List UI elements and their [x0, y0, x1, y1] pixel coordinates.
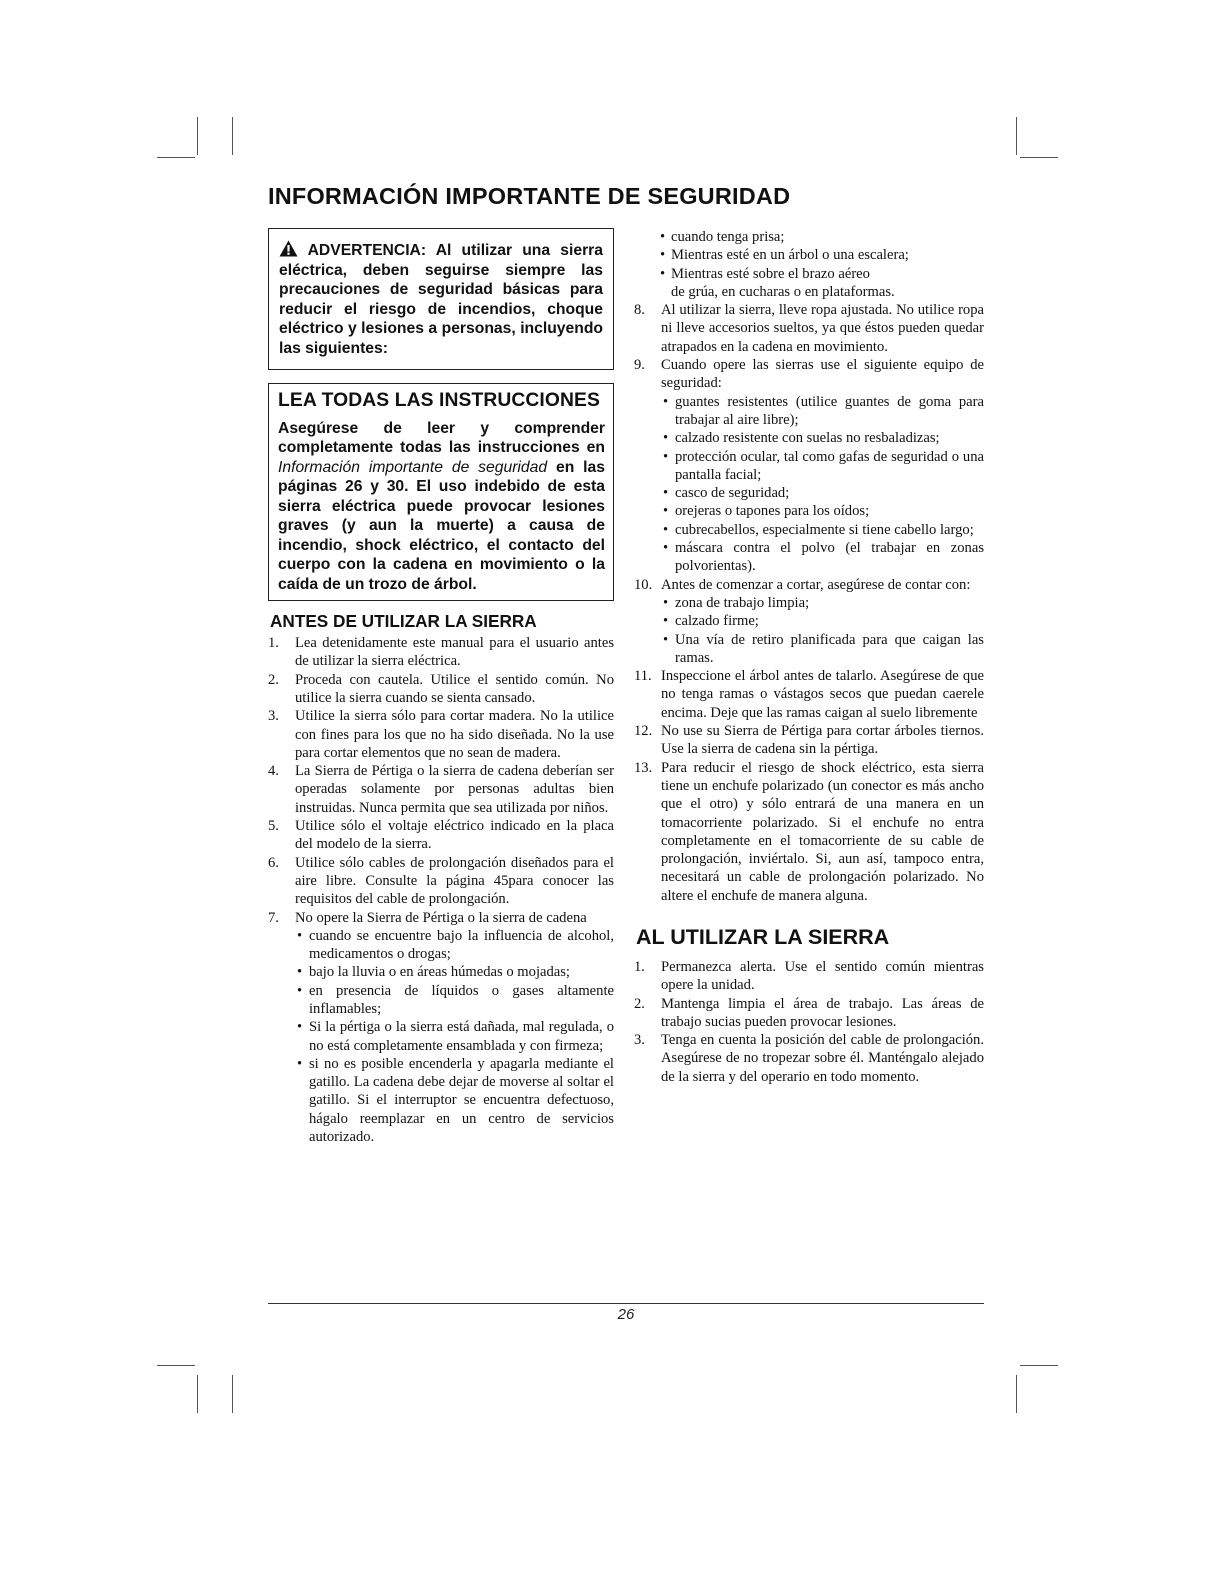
bullet-item: • casco de seguridad;: [661, 484, 984, 502]
bullet-item: • cubrecabellos, especialmente si tiene cabello largo;: [661, 521, 984, 539]
item-number: 4.: [268, 763, 279, 780]
bullet-item: • Una vía de retiro planificada para que caigan las ramas.: [661, 631, 984, 668]
warning-label: ADVERTENCIA:: [307, 242, 427, 259]
section-heading-using: AL UTILIZAR LA SIERRA: [636, 924, 890, 949]
item-text: Proceda con cautela. Utilice el sentido común. No utilice la sierra cuando se sienta cansado.: [295, 671, 614, 706]
bullet-item: • Si la pértiga o la sierra está dañada, mal regulada, o no está completamente ensamblada y con firmeza;: [295, 1018, 614, 1055]
bullet-item: • máscara contra el polvo (el trabajar en zonas polvorientas).: [661, 539, 984, 576]
item-text: Para reducir el riesgo de shock eléctrico, esta sierra tiene un enchufe polarizado (un conector es más ancho que el otro) y sólo entrará de una manera en un tomacorriente polarizado. Si el enchufe no entra completamente en el tomacorriente de su cable de prolongación, inviértalo. Si, aun así, tampoco entra, necesitará un cable de prolongación polarizado. No altere el enchufe de manera alguna.: [661, 759, 984, 904]
read-box-italic: Información importante de seguridad: [278, 458, 548, 476]
item10-bullets: [661, 594, 984, 667]
list-item: [268, 909, 614, 1147]
item7-continued-bullets: [634, 228, 984, 283]
read-box-text-after: en las páginas 26 y 30. El uso indebido de esta sierra eléctrica puede provocar lesiones graves (y aun la muerte) a causa de incendio, shock eléctrico, el contacto del cuerpo con la cadena en movimiento o la caída de un trozo de árbol.: [278, 458, 605, 593]
list-item: [634, 722, 984, 759]
list-item-continued: [634, 228, 984, 301]
bullet-item: • si no es posible encenderla y apagarla mediante el gatillo. La cadena debe dejar de moverse al soltar el gatillo. Si el interruptor se encuentra defectuoso, hágalo reemplazar en un centro de servicios autorizado.: [295, 1055, 614, 1146]
item-text: Utilice la sierra sólo para cortar madera. No la utilice con fines para los que no ha sido diseñada. No la use para cortar elementos que no sean de madera.: [295, 708, 614, 761]
crop-mark: [157, 157, 195, 158]
read-instructions-box: [268, 383, 614, 602]
item-text: Utilice sólo el voltaje eléctrico indicado en la placa del modelo de la sierra.: [295, 818, 614, 853]
list-item: [268, 634, 614, 671]
item-number: 6.: [268, 854, 279, 871]
bullet-item: • Mientras esté en un árbol o una escalera;: [634, 246, 984, 264]
item-text: Antes de comenzar a cortar, asegúrese de contar con:: [661, 576, 971, 593]
item-number: 8.: [634, 302, 645, 319]
before-list: [268, 634, 614, 1146]
right-column: [634, 228, 984, 1086]
list-item: [634, 576, 984, 667]
crop-mark: [157, 1365, 195, 1366]
warning-text: Al utilizar una sierra eléctrica, deben seguirse siempre las precauciones de seguridad básicas para reducir el riesgo de incendios, choque eléctrico y lesiones a personas, incluyendo las siguientes:: [279, 242, 604, 357]
crop-mark: [232, 1375, 233, 1413]
crop-mark: [197, 117, 198, 155]
bullet-item: • guantes resistentes (utilice guantes de goma para trabajar al aire libre);: [661, 393, 984, 430]
bullet-item: • en presencia de líquidos o gases altamente inflamables;: [295, 982, 614, 1019]
bullet-item: • cuando se encuentre bajo la influencia de alcohol, medicamentos o drogas;: [295, 927, 614, 964]
read-box-text: Asegúrese de leer y comprender completamente todas las instrucciones en: [278, 419, 605, 457]
list-item: [268, 762, 614, 817]
page-number: 26: [617, 1306, 635, 1323]
page-title: INFORMACIÓN IMPORTANTE DE SEGURIDAD: [268, 183, 791, 209]
item-number: 2.: [634, 995, 645, 1012]
list-item: [268, 854, 614, 909]
item-number: 1.: [634, 958, 645, 975]
warning-box: [268, 228, 614, 370]
bullet-item: • orejeras o tapones para los oídos;: [661, 502, 984, 520]
bullet-item: • calzado resistente con suelas no resbaladizas;: [661, 429, 984, 447]
bullet-item: • cuando tenga prisa;: [634, 228, 984, 246]
item-text: Utilice sólo cables de prolongación diseñados para el aire libre. Consulte la página 45para conocer las requisitos del cable de prolongación.: [295, 854, 614, 908]
list-item: [634, 667, 984, 722]
item-number: 2.: [268, 671, 279, 688]
bullet-item: • bajo la lluvia o en áreas húmedas o mojadas;: [295, 963, 614, 981]
item-text: Permanezca alerta. Use el sentido común mientras opere la unidad.: [661, 958, 984, 994]
bullet-item: • calzado firme;: [661, 612, 984, 630]
item-text: Lea detenidamente este manual para el usuario antes de utilizar la sierra eléctrica.: [295, 635, 614, 670]
section-heading-before: ANTES DE UTILIZAR LA SIERRA: [270, 611, 537, 632]
crop-mark: [1016, 1375, 1017, 1413]
item-number: 3.: [634, 1032, 645, 1049]
item-text: Inspeccione el árbol antes de talarlo. Asegúrese de que no tenga ramas o vástagos secos que puedan caerele encima. Deje que las ramas caigan al suelo libremente: [661, 668, 984, 721]
item-number: 13.: [634, 759, 653, 776]
item9-bullets: [661, 393, 984, 576]
read-box-body: [278, 419, 605, 595]
item-text: No opere la Sierra de Pértiga o la sierra de cadena: [295, 909, 587, 926]
item-number: 11.: [634, 668, 652, 685]
list-item: [634, 1031, 984, 1086]
bullet-item: • Mientras esté sobre el brazo aéreo: [634, 265, 984, 283]
item-text: La Sierra de Pértiga o la sierra de cadena deberían ser operadas solamente por personas adultas bien instruidas. Nunca permita que sea utilizada por niños.: [295, 763, 614, 816]
bullet-item: • zona de trabajo limpia;: [661, 594, 984, 612]
list-item: [268, 707, 614, 762]
item-number: 1.: [268, 635, 279, 652]
warning-triangle-icon: [279, 240, 298, 257]
footer-rule: [268, 1303, 984, 1304]
crop-mark: [232, 117, 233, 155]
item-number: 7.: [268, 909, 279, 926]
list-item: [634, 759, 984, 905]
using-list: [634, 958, 984, 1086]
item-number: 12.: [634, 723, 653, 740]
list-item: [634, 995, 984, 1032]
item-number: 5.: [268, 818, 279, 835]
item7-bullets: [295, 927, 614, 1147]
item-number: 9.: [634, 357, 645, 374]
item-text: Cuando opere las sierras use el siguiente equipo de seguridad:: [661, 357, 984, 392]
item-text: Tenga en cuenta la posición del cable de prolongación. Asegúrese de no tropezar sobre él. Manténgalo alejado de la sierra y del operario en todo momento.: [661, 1032, 984, 1085]
continued-line: de grúa, en cucharas o en plataformas.: [671, 283, 895, 300]
crop-mark: [1020, 157, 1058, 158]
list-item: [268, 671, 614, 708]
left-column: [268, 228, 614, 1146]
list-item: [634, 301, 984, 356]
crop-mark: [1020, 1365, 1058, 1366]
item-number: 3.: [268, 708, 279, 725]
list-item: [634, 356, 984, 576]
item-text: Mantenga limpia el área de trabajo. Las áreas de trabajo sucias pueden provocar lesiones.: [661, 995, 984, 1030]
read-box-title: LEA TODAS LAS INSTRUCCIONES: [278, 389, 600, 411]
item-text: Al utilizar la sierra, lleve ropa ajustada. No utilice ropa ni lleve accesorios sueltos, ya que éstos pueden quedar atrapados en la cadena en movimiento.: [661, 302, 984, 355]
crop-mark: [197, 1375, 198, 1413]
crop-mark: [1016, 117, 1017, 155]
list-item: [268, 817, 614, 854]
item-text: No use su Sierra de Pértiga para cortar árboles tiernos. Use la sierra de cadena sin la pértiga.: [661, 723, 984, 758]
list-item: [634, 958, 984, 995]
before-list-continued: [634, 228, 984, 905]
bullet-item: • protección ocular, tal como gafas de seguridad o una pantalla facial;: [661, 448, 984, 485]
item-number: 10.: [634, 576, 653, 593]
